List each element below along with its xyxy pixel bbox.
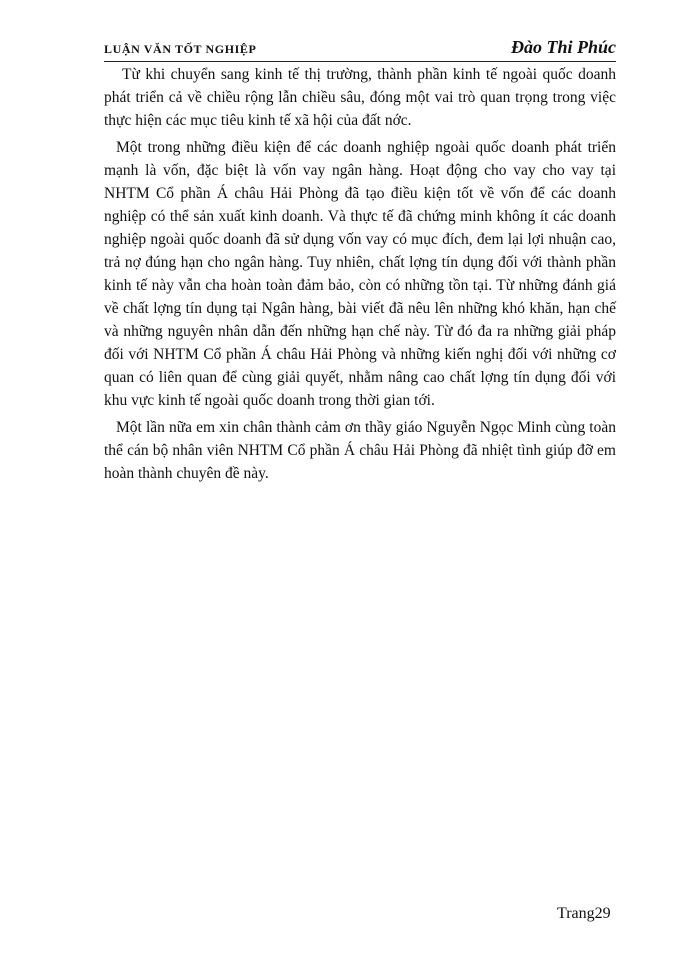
page-header	[104, 34, 616, 64]
page-number: Trang29	[557, 905, 611, 922]
paragraph-3: Một lần nữa em xin chân thành cảm ơn thầy giáo Nguyễn Ngọc Minh cùng toàn thể cán bộ nhân viên NHTM Cổ phần Á châu Hải Phòng đã nhiệt tình giúp đỡ em hoàn thành chuyên đề này.	[104, 419, 616, 482]
body-text	[104, 63, 616, 485]
header-title: LUẬN VĂN TỐT NGHIỆP	[104, 42, 257, 56]
header-rule	[104, 61, 616, 62]
header-author: Đào Thi Phúc	[510, 37, 616, 57]
paragraph-2: Một trong những điều kiện để các doanh nghiệp ngoài quốc doanh phát triển mạnh là vốn, đặc biệt là vốn vay ngân hàng. Hoạt động cho vay cho vay tại NHTM Cổ phần Á châu Hải Phòng đã tạo điều kiện tốt về vốn để các doanh nghiệp có thể sản xuất kinh doanh. Và thực tế đã chứng minh không ít các doanh nghiệp ngoài quốc doanh đã sử dụng vốn vay có mục đích, đem lại lợi nhuận cao, trả nợ đúng hạn cho ngân hàng. Tuy nhiên, chất lợng tín dụng đối với thành phần kinh tế này vẫn cha hoàn toàn đảm bảo, còn có những tồn tại. Từ những đánh giá về chất lợng tín dụng tại Ngân hàng, bài viết đã nêu lên những khó khăn, hạn chế và những nguyên nhân dẫn đến những hạn chế này. Từ đó đa ra những giải pháp đối với NHTM Cổ phần Á châu Hải Phòng và những kiến nghị đối với những cơ quan có liên quan để cùng giải quyết, nhằm nâng cao chất lợng tín dụng đối với khu vực kinh tế ngoài quốc doanh trong thời gian tới.	[104, 139, 616, 409]
paragraph-1: Từ khi chuyển sang kinh tế thị trường, thành phần kinh tế ngoài quốc doanh phát triển cả về chiều rộng lẫn chiều sâu, đóng một vai trò quan trọng trong việc thực hiện các mục tiêu kinh tế xã hội của đất nớc.	[104, 66, 616, 129]
